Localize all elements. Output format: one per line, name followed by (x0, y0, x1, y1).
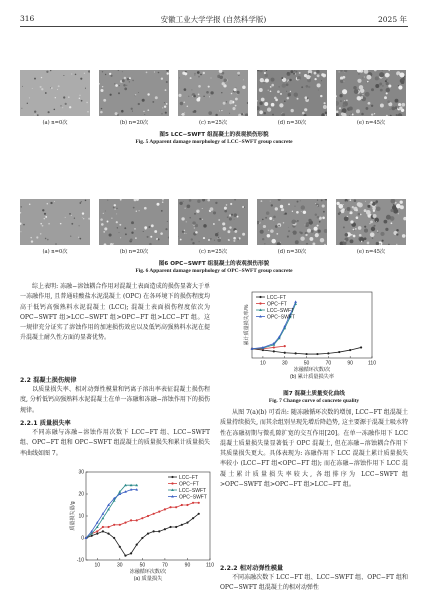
data-point (96, 533, 98, 535)
x-tick-label: 50 (139, 562, 146, 569)
concrete-photo (178, 199, 248, 245)
data-point (130, 519, 132, 521)
legend-label: OPC−FT (179, 481, 199, 488)
data-point (181, 524, 183, 526)
data-point (327, 352, 329, 354)
data-point (305, 353, 307, 355)
data-point (124, 522, 126, 524)
data-point (349, 349, 351, 351)
data-point (169, 526, 171, 528)
panel-label: (a) 质量损失 (133, 576, 163, 582)
data-point (91, 535, 93, 537)
photo-label: (d) n=30次 (277, 249, 307, 255)
data-point (284, 352, 286, 354)
legend-marker (171, 476, 173, 478)
journal-year: 2025 年 (378, 15, 407, 24)
data-point (136, 519, 138, 521)
data-point (360, 346, 362, 348)
legend-label: OPC−SWFT (179, 494, 207, 501)
paragraph-2-2: 以质量损失率、相对动弹性模量和钙离子溶出率表征混凝土损伤程度, 分析低钙高强熟料水泥混凝土在单一冻融和冻融−溶蚀作用下的损伤规律。 (20, 386, 210, 414)
data-point (175, 506, 177, 508)
figure-6-caption-en: Fig. 6 Apparent damage morphology of OPC−SWFT group concrete (135, 268, 293, 274)
photo-label: (a) n=0次 (42, 249, 68, 255)
data-point (141, 517, 143, 519)
data-point (102, 530, 104, 532)
legend-label: LCC−SWFT (179, 487, 207, 494)
chart-mass-loss (58, 468, 218, 586)
data-point (119, 546, 121, 548)
paragraph-2-2-2: 不同冻融次数下 LCC−FT 组、LCC−SWFT 组、OPC−FT 组和 OPC−SWFT 组混凝土的相对动弹性 (220, 574, 408, 592)
figure-5-caption-en: Fig. 5 Apparent damage morphology of LCC−SWFT group concrete (135, 139, 293, 145)
data-point (316, 353, 318, 355)
series-line (86, 514, 199, 556)
x-tick-label: 50 (303, 360, 310, 367)
concrete-photo (257, 199, 327, 245)
figure-6-caption-cn: 图6 OPC−SWFT 组混凝土的表观损伤形貌 (158, 261, 270, 267)
data-point (107, 533, 109, 535)
data-point (119, 524, 121, 526)
concrete-photo (257, 70, 327, 116)
data-point (284, 345, 286, 347)
y-axis-label: 质量损失量/g (70, 501, 76, 531)
y-tick-label: -10 (76, 557, 84, 564)
photo-label: (e) n=45次 (356, 249, 386, 255)
x-tick-label: 90 (184, 562, 191, 569)
x-tick-label: 10 (94, 562, 101, 569)
concrete-photo (336, 199, 406, 245)
data-point (147, 515, 149, 517)
concrete-photo (99, 70, 169, 116)
data-point (273, 350, 275, 352)
photo-label: (e) n=45次 (356, 120, 386, 126)
x-tick-label: 70 (325, 360, 332, 367)
concrete-photo (178, 70, 248, 116)
data-point (102, 526, 104, 528)
data-point (169, 506, 171, 508)
data-point (147, 533, 149, 535)
legend-label: LCC−FT (267, 294, 287, 301)
x-tick-label: 70 (162, 562, 168, 569)
concrete-photo (336, 70, 406, 116)
series-line (86, 485, 137, 538)
legend-marker (259, 302, 261, 304)
x-axis-label: 冻融循环次数/次 (129, 569, 167, 575)
photo-label: (c) n=25次 (198, 249, 228, 255)
data-point (141, 537, 143, 539)
data-point (130, 552, 132, 554)
photo-label: (a) n=0次 (42, 120, 68, 126)
x-tick-label: 30 (281, 360, 288, 367)
legend-label: OPC−FT (267, 301, 287, 308)
data-point (192, 502, 194, 504)
series-line (86, 503, 199, 538)
chart-cumulative-mass-loss (230, 288, 380, 388)
section-2-2-1-heading: 2.2.1 质量损失率 (20, 420, 71, 427)
header-rule (20, 26, 408, 27)
legend-marker (171, 482, 173, 484)
figure-7-caption-en: Fig. 7 Change curve of concrete quality (268, 398, 360, 404)
x-tick-label: 10 (260, 360, 266, 367)
journal-title: 安徽工业大学学报 (自然科学版) (160, 15, 267, 24)
x-tick-label: 110 (368, 360, 376, 367)
data-point (158, 530, 160, 532)
data-point (164, 508, 166, 510)
paragraph-summary: 综上表明: 冻融−溶蚀耦合作用对混凝土表面造成的损伤显著大于单一冻融作用, 且普通硅酸盐水泥混凝土 (OPC) 在各环境下的损伤程度均高于低钙高强熟料水泥混凝土 (LCC); 混凝土表面损伤程度依次为 OPC−SWFT 组>LCC−SWFT 组>OPC−FT 组>LCC−FT 组。这一规律充分证实了溶蚀作用的加速损伤效应以及低钙高强熟料水泥在提升混凝土耐久性方面的显著优势。 (20, 283, 210, 342)
data-point (113, 524, 115, 526)
section-2-2-heading: 2.2 混凝土损伤规律 (20, 377, 77, 384)
data-point (294, 300, 297, 303)
x-tick-label: 30 (117, 562, 123, 569)
data-point (164, 528, 166, 530)
data-point (198, 513, 200, 515)
data-point (198, 502, 200, 504)
panel-label: (b) 累计质量损失率 (289, 374, 335, 380)
data-point (295, 352, 297, 354)
data-point (273, 346, 275, 348)
data-point (153, 513, 155, 515)
legend-label: OPC−SWFT (267, 314, 295, 321)
data-point (158, 511, 160, 513)
data-point (181, 504, 183, 506)
data-point (107, 526, 109, 528)
concrete-photo (20, 70, 90, 116)
section-2-2-2-heading: 2.2.2 相对动弹性模量 (220, 565, 284, 572)
y-tick-label: 20 (78, 491, 84, 498)
x-axis-label: 冻融循环次数/次 (293, 367, 331, 373)
data-point (192, 517, 194, 519)
y-tick-label: 10 (78, 513, 84, 520)
y-tick-label: 0 (81, 535, 84, 542)
photo-label: (b) n=20次 (119, 120, 149, 126)
y-tick-label: 30 (78, 469, 84, 476)
x-tick-label: 110 (206, 562, 214, 569)
data-point (136, 544, 138, 546)
legend-marker (259, 296, 261, 298)
data-point (96, 530, 98, 532)
concrete-photo (99, 199, 169, 245)
data-point (186, 522, 188, 524)
photo-label: (b) n=20次 (119, 249, 149, 255)
data-point (124, 555, 126, 557)
legend-label: LCC−SWFT (267, 307, 295, 314)
data-point (175, 526, 177, 528)
data-point (186, 504, 188, 506)
data-point (113, 537, 115, 539)
figure-5-caption-cn: 图5 LCC−SWFT 组混凝土的表观损伤形貌 (159, 132, 269, 138)
concrete-photo (20, 199, 90, 245)
x-tick-label: 90 (347, 360, 353, 367)
photo-label: (d) n=30次 (277, 120, 307, 126)
legend-label: LCC−FT (179, 474, 199, 481)
data-point (153, 530, 155, 532)
photo-label: (c) n=25次 (198, 120, 228, 126)
figure-7-caption-cn: 图7 混凝土质量变化曲线 (283, 391, 345, 397)
y-axis-label: 累计质量损失率/% (244, 304, 250, 346)
paragraph-2-2-1: 不同冻融与冻融−溶蚀作用次数下 LCC−FT 组、LCC−SWFT 组、OPC−FT 组和 OPC−SWFT 组混凝土的质量损失和累计质量损失率曲线如图 7。 (20, 429, 210, 457)
page-number: 316 (20, 14, 35, 23)
paragraph-fig7-analysis: 从图 7(a)(b) 可看出: 随冻融循环次数的增加, LCC−FT 组混凝土质量持续损失, 而其余组别呈现先增后降趋势, 这主要源于混凝土吸水特性在冻融初期与微孔隙扩宽的交互作用[20]。在单一冻融作用下 LCC 混凝土质量损失量显著低于 OPC 混凝土, 但在冻融−溶蚀耦合作用下其质量损失更大。具体表现为: 冻融作用下 LCC 混凝土累计质量损失率较小 (LCC−FT 组<OPC−FT 组); 而在冻融−溶蚀作用下 LCC 混凝土累计质量损失率较大, 各组排序为 LCC−SWFT 组>OPC−SWFT 组>OPC−FT 组>LCC−FT 组。 (220, 409, 408, 489)
data-point (338, 351, 340, 353)
